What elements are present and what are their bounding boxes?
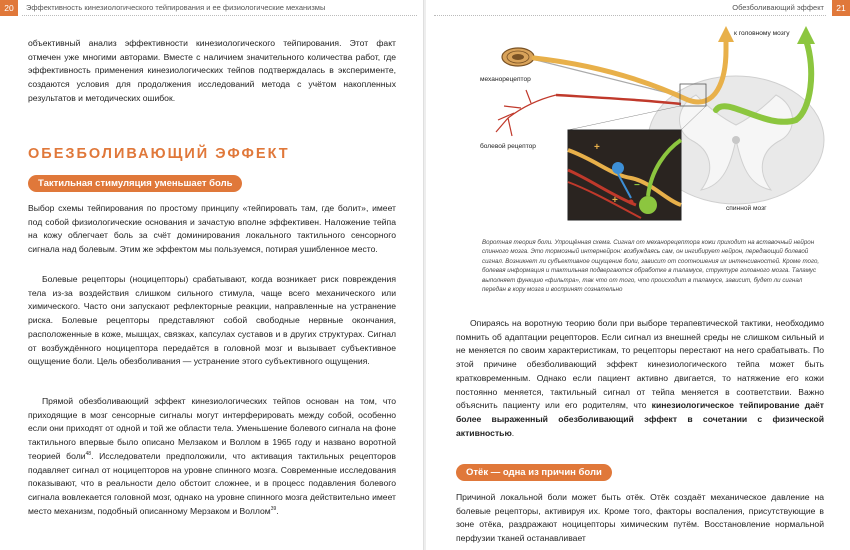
label-spinal-cord: спинной мозг: [726, 205, 767, 212]
arrow-up-green-icon: [797, 26, 815, 44]
interneuron-inset: [568, 130, 681, 220]
label-mechanoreceptor: механорецептор: [480, 76, 531, 83]
right-page: [426, 0, 850, 550]
paragraph-tape-principle: Выбор схемы тейпирования по простому принципу «тейпировать там, где болит», имеет под собой физиологические основания и зачастую вполне эффективен. Наложение тейпа на кожу облегчает боль за счёт доминирования локального тактильного сенсорного сигнала над болевым. Этим же эффектом мы пользуемся, потирая ушибленное место.: [28, 203, 396, 255]
arrow-up-yellow-icon: [718, 26, 734, 42]
adaptation-text-end: .: [511, 427, 515, 438]
paragraph-receptor-adaptation: [456, 317, 824, 440]
running-header-left: Эффективность кинезиологического тейпирования и ее физиологические механизмы: [26, 3, 326, 12]
mechanoreceptor-illustration: [502, 48, 534, 66]
label-to-brain: к головному мозгу: [734, 30, 790, 37]
intro-paragraph: объективный анализ эффективности кинезиологического тейпирования. Этот факт отмечен уже многими авторами. Вместе с наличием значительного количества работ, где эффективность применения кинезиологических тейпов подтверждалась в эксперименте, создаются условия для продолжения исследований метода с учётом накопленных результатов и методических ошибок.: [28, 38, 396, 103]
gate-theory-text-c: .: [276, 505, 279, 516]
figure-caption: Воротная теория боли. Упрощённая схема. Сигнал от механорецептора кожи приходит на вставочный нейрон спинного мозга. Это тормозный интернейрон: возбуждаясь сам, он ингибирует нейрон, передающий болевой сигнал. Возникнет ли субъективное ощущение боли, зависит от соотношения их интенсивностей. Кроме того, болевая информация и тактильная подвергаются обработке в таламусе, структуре головного мозга. Таламус выполняет функцию «фильтра», так что от того, что происходит в таламусе, зависит, будет ли сигнал передан в кору мозга и воспринят сознательно: [482, 239, 820, 294]
inset-plus-sign: +: [594, 142, 600, 153]
section-title: ОБЕЗБОЛИВАЮЩИЙ ЭФФЕКТ: [28, 146, 290, 162]
running-header-right: Обезболивающий эффект: [732, 3, 824, 12]
pain-receptor-illustration: [496, 90, 556, 136]
gate-theory-text-a: Прямой обезболивающий эффект кинезиологических тейпов основан на том, что приходящие в мозг сенсорные сигналы могут интерферировать между собой, особенно если они приходят от одной и той же области тела. Уменьшение болевого сигнала на фоне тактильного впервые было описано Мелзаком и Воллом в 1965 году и названо воротной теорией боли: [28, 396, 396, 461]
page-number-right: 21: [832, 0, 850, 16]
adaptation-text: Опираясь на воротную теорию боли при выборе терапевтической тактики, необходимо помнить об адаптации рецепторов. Если сигнал из внешней среды не слишком сильный и не меняется по своим характеристикам, то рецепторы перестают на него срабатывать. По этой причине обезболивающий эффект кинезиологического тейпа может быть кратковременным. Однако если пациент активно двигается, то натяжение его кожи постоянно меняется, тактильный сигнал от тейпа меняется в соответствии. Важно объяснить пациенту или его родителям, что: [456, 318, 824, 411]
adaptation-emphasis: кинезиологическое тейпирование даёт более выраженный обезболивающий эффект в сочетании с физической активностью: [456, 400, 824, 438]
paragraph-edema: Причиной локальной боли может быть отёк. Отёк создаёт механическое давление на болевые рецепторы, активируя их. Кроме того, факторы воспаления, присутствующие в зоне отёка, раздражают ноцицепторы химическим путём. Восстановление нормальной перфузии тканей останавливает: [456, 492, 824, 544]
left-page: [0, 0, 424, 550]
subsection-pill-tactile: Тактильная стимуляция уменьшает боль: [28, 175, 242, 192]
inset-plus-sign-2: +: [612, 195, 618, 206]
subsection-pill-edema: Отёк — одна из причин боли: [456, 464, 612, 481]
reference-48: 48: [85, 450, 92, 457]
paragraph-nociceptors: Болевые рецепторы (ноцицепторы) срабатывают, когда возникает риск повреждения тела из-за воздействия слишком сильного стимула, чаще всего механического или химического. Часто они запускают рефлекторные реакции, направленные на устранение риска. Болевые рецепторы представляют собой свободные нервные окончания, расположенные в коже, мышцах, связках, капсулах суставов и в других структурах. Сигнал от возбуждённого ноцицептора передаётся в головной мозг и вызывает субъективное ощущение боли. Цель обезболивания — устранение этого субъективного ощущения.: [28, 274, 396, 367]
label-pain-receptor: болевой рецептор: [480, 143, 536, 150]
pain-pathway: [556, 95, 681, 104]
paragraph-gate-theory: [28, 395, 396, 518]
reference-39: 39: [270, 505, 277, 512]
page-number-left: 20: [0, 0, 18, 16]
gate-theory-text-b: . Исследователи предположили, что активация тактильных рецепторов подавляет сигнал от ноцицепторов на уровне спинного мозга. Современные исследования показывают, что в реальности дело обстоит сложнее, и в процесс подавления болевого сигнала вовлекается головной мозг, однако на уровне спинного мозга действительно имеет место механизм, подобный описанному Мерзаком и Воллом: [28, 450, 396, 516]
header-divider-left: [22, 15, 417, 16]
inset-minus-sign: −: [634, 180, 640, 191]
